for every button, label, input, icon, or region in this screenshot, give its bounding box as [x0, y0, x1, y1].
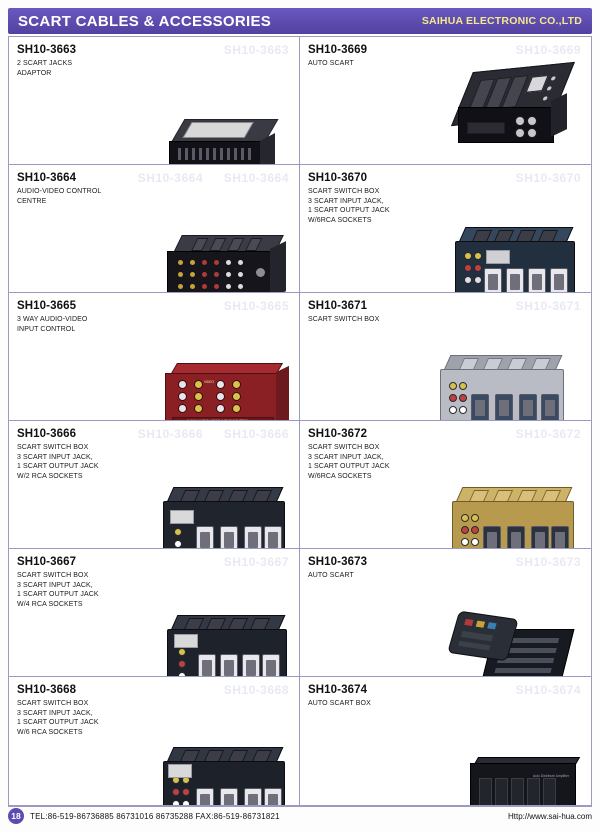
page-number: 18	[8, 808, 24, 824]
product-desc-line: ADAPTOR	[17, 69, 52, 77]
product-cell-3672[interactable]	[300, 421, 591, 549]
watermark-text: SH10-3668	[223, 683, 289, 697]
product-info	[17, 684, 157, 737]
product-code: SH10-3671	[308, 300, 368, 312]
product-code: SH10-3670	[308, 172, 368, 184]
product-image-3674	[470, 757, 580, 805]
product-image-3666	[163, 487, 283, 549]
product-code: SH10-3667	[17, 556, 77, 568]
product-code: SH10-3669	[308, 44, 368, 56]
product-desc-line: 1 SCART OUTPUT JACK	[308, 463, 390, 470]
product-desc-line: 3 SCART INPUT JACK,	[308, 453, 384, 461]
watermark-text: SH10-3671	[515, 299, 581, 313]
product-cell-3664[interactable]	[9, 165, 300, 293]
product-image-3669	[458, 63, 568, 155]
product-code: SH10-3665	[17, 300, 77, 312]
product-desc-line: AUTO SCART BOX	[308, 700, 371, 707]
product-cell-3669[interactable]	[300, 37, 591, 165]
panel-label: 3 WAY AUDIO-VIDEO INPUT CONTROL	[187, 419, 249, 421]
product-code: SH10-3672	[308, 428, 368, 440]
product-desc-line: 3 SCART INPUT JACK,	[17, 581, 93, 589]
watermark-text: SH10-3665	[223, 299, 289, 313]
page-footer	[8, 807, 592, 825]
product-desc-line: SCART SWITCH BOX	[17, 444, 89, 451]
product-desc-line: SCART SWITCH BOX	[308, 316, 380, 323]
product-desc-line: CENTRE	[17, 197, 47, 205]
product-image-3673	[452, 609, 572, 677]
product-desc-line: SCART SWITCH BOX	[17, 572, 89, 579]
product-cell-3665[interactable]	[9, 293, 300, 421]
product-desc-line: SCART SWITCH BOX	[17, 700, 89, 707]
product-desc-line: 3 SCART INPUT JACK,	[17, 453, 93, 461]
watermark-text-secondary: SH10-3666	[137, 427, 203, 441]
watermark-text-secondary: SH10-3664	[137, 171, 203, 185]
product-code: SH10-3666	[17, 428, 77, 440]
product-desc-line: INPUT CONTROL	[17, 325, 76, 333]
company-name: SAIHUA ELECTRONIC CO.,LTD	[421, 15, 582, 27]
product-desc-line: W/6RCA SOCKETS	[308, 216, 372, 224]
website-link[interactable]: Http://www.sai-hua.com	[507, 811, 592, 821]
product-info	[308, 428, 448, 481]
watermark-text: SH10-3667	[223, 555, 289, 569]
product-image-3664	[167, 235, 289, 293]
product-info	[308, 300, 448, 325]
product-image-3663	[169, 119, 277, 165]
product-image-3670	[455, 227, 573, 293]
product-code: SH10-3674	[308, 684, 368, 696]
product-info	[308, 172, 448, 225]
product-desc-line: 1 SCART OUTPUT JACK	[17, 719, 99, 726]
product-desc-line: AUTO SCART	[308, 60, 354, 67]
watermark-text: SH10-3663	[223, 43, 289, 57]
product-image-3672	[452, 487, 572, 549]
product-cell-3673[interactable]	[300, 549, 591, 677]
product-desc-line: 1 SCART OUTPUT JACK	[17, 463, 99, 470]
product-grid	[8, 36, 592, 806]
page-title: SCART CABLES & ACCESSORIES	[18, 12, 272, 30]
product-cell-3666[interactable]	[9, 421, 300, 549]
product-cell-3667[interactable]	[9, 549, 300, 677]
product-image-3665	[165, 363, 289, 421]
product-code: SH10-3664	[17, 172, 77, 184]
product-info	[308, 684, 448, 709]
product-cell-3674[interactable]	[300, 677, 591, 805]
product-desc-line: W/2 RCA SOCKETS	[17, 472, 83, 480]
product-cell-3670[interactable]	[300, 165, 591, 293]
product-image-3671	[440, 355, 562, 421]
product-code: SH10-3663	[17, 44, 77, 56]
product-desc-line: 1 SCART OUTPUT JACK	[308, 207, 390, 214]
product-info	[17, 428, 157, 481]
watermark-text: SH10-3664	[223, 171, 289, 185]
product-desc-line: 3 SCART INPUT JACK,	[308, 197, 384, 205]
product-image-3667	[167, 615, 285, 677]
watermark-text: SH10-3672	[515, 427, 581, 441]
watermark-text: SH10-3666	[223, 427, 289, 441]
contact-info: TEL:86-519-86736885 86731016 86735288 FAX:86-519-86731821	[30, 811, 280, 821]
product-cell-3663[interactable]	[9, 37, 300, 165]
product-code: SH10-3668	[17, 684, 77, 696]
product-desc-line: 3 WAY AUDIO-VIDEO	[17, 316, 88, 323]
watermark-text: SH10-3674	[515, 683, 581, 697]
product-cell-3671[interactable]	[300, 293, 591, 421]
watermark-text: SH10-3669	[515, 43, 581, 57]
product-code: SH10-3673	[308, 556, 368, 568]
product-info	[17, 556, 157, 609]
watermark-text: SH10-3673	[515, 555, 581, 569]
product-info	[17, 172, 157, 206]
product-desc-line: W/6RCA SOCKETS	[308, 472, 372, 480]
product-desc-line: SCART SWITCH BOX	[308, 188, 380, 195]
page-header	[8, 8, 592, 34]
product-desc-line: 2 SCART JACKS	[17, 60, 73, 67]
watermark-text: SH10-3670	[515, 171, 581, 185]
product-desc-line: AUTO SCART	[308, 572, 354, 579]
device-label: Auto Distribute Amplifier	[532, 774, 569, 778]
product-info	[308, 44, 448, 69]
product-desc-line: 3 SCART INPUT JACK,	[17, 709, 93, 717]
product-info	[17, 44, 157, 78]
product-desc-line: 1 SCART OUTPUT JACK	[17, 591, 99, 598]
product-image-3668	[163, 747, 283, 805]
product-cell-3668[interactable]	[9, 677, 300, 805]
panel-text: VIDEO	[204, 380, 214, 384]
product-desc-line: W/4 RCA SOCKETS	[17, 600, 83, 608]
product-desc-line: W/6 RCA SOCKETS	[17, 728, 83, 736]
product-desc-line: SCART SWITCH BOX	[308, 444, 380, 451]
product-info	[17, 300, 157, 334]
product-desc-line: AUDIO-VIDEO CONTROL	[17, 188, 102, 195]
product-info	[308, 556, 448, 581]
